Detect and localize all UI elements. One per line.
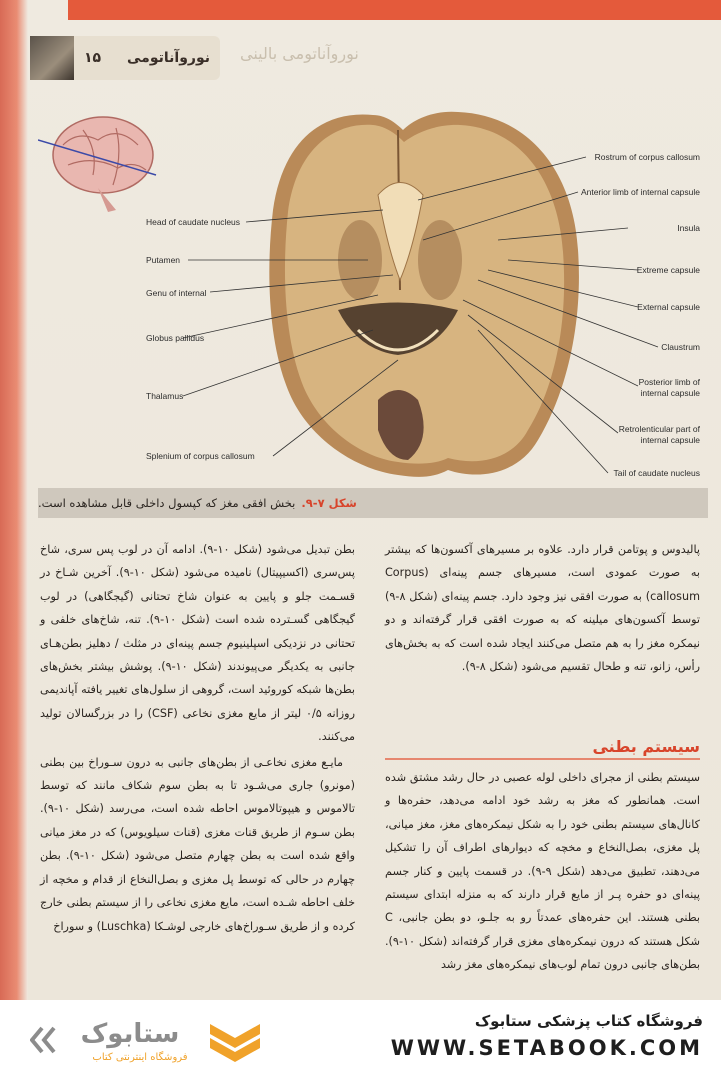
logo-wordmark: ستابوک bbox=[80, 1019, 180, 1049]
label-genu-internal: Genu of internal bbox=[146, 288, 207, 298]
right-column-top bbox=[385, 538, 700, 680]
label-insula: Insula bbox=[677, 223, 700, 233]
label-retrolenticular-1: Retrolenticular part of bbox=[618, 424, 700, 434]
label-external-capsule: External capsule bbox=[637, 302, 700, 312]
label-rostrum: Rostrum of corpus callosum bbox=[594, 152, 700, 162]
figure-caption bbox=[38, 488, 708, 518]
figure-caption-text: بخش افقی مغز که کپسول داخلی قابل مشاهده است. bbox=[38, 496, 296, 510]
store-url[interactable]: WWW.SETABOOK.COM bbox=[390, 1036, 703, 1060]
label-posterior-limb-1: Posterior limb of bbox=[638, 377, 700, 387]
label-retrolenticular-2: internal capsule bbox=[640, 435, 700, 445]
label-anterior-limb: Anterior limb of internal capsule bbox=[580, 187, 700, 197]
top-color-bar bbox=[68, 0, 721, 20]
logo-subtext: فروشگاه اینترنتی کتاب bbox=[92, 1052, 188, 1063]
logo-arrows-icon bbox=[32, 1028, 54, 1052]
page-number: ۱۵ bbox=[84, 50, 102, 66]
label-globus-pallidus: Globus pallidus bbox=[146, 333, 205, 343]
label-splenium: Splenium of corpus callosum bbox=[146, 451, 255, 461]
paragraph: مایـع مغزی نخاعـی از بطن‌های جانبی به درون سـوراخ بین بطنی (مونرو) جاری می‌شـود تا به بطن سوم شکاف مانند که توسط تالاموس و هیپوتالاموس احاطه شده است، می‌رسد (شکل ۱۰-۹). بطن سـوم از طریق قنات مغزی (قنات سیلویوس) که در مغز میانی واقع شده است به بطن چهارم متصل می‌شود (شکل ۱۰-۹). بطن چهارم در حالی که توسط پل مغزی و بصل‌النخاع از قدام و مخچه از خلف احاطه شـده است، مایع مغزی نخاعی را از سیستم بطنی خارج کرده و از طریق سـوراخ‌های خارجی لوشـکا (Luschka) و سوراخ bbox=[40, 755, 355, 933]
store-info bbox=[391, 1012, 703, 1060]
setabook-logo bbox=[30, 1016, 275, 1066]
header-thumbnail-image bbox=[30, 36, 74, 80]
section-heading: سیستم بطنی bbox=[385, 737, 700, 760]
label-claustrum: Claustrum bbox=[661, 342, 700, 352]
label-tail-of-caudate: Tail of caudate nucleus bbox=[613, 468, 700, 478]
store-name: فروشگاه کتاب پزشکی ستابوک bbox=[474, 1012, 703, 1030]
left-column bbox=[40, 538, 355, 940]
bleed-through-text: نوروآناتومی بالینی bbox=[240, 44, 359, 63]
paragraph: پالیدوس و پوتامن قرار دارد. علاوه بر مسیرهای آکسون‌ها که بیشتر به صورت عمودی است، مسیرهای جسم پینه‌ای (Corpus callosum) به صورت افقی نیز وجود دارد. جسم پینه‌ای (شکل ۸-۹) توسط آکسون‌های میلینه که به صورت افقی قرار گرفته‌اند و دو نیمکره مغز را به هم متصل می‌کنند ایجاد شده است که به بخش‌های رأس، زانو، تنه و طحال تقسیم می‌شود (شکل ۸-۹). bbox=[385, 543, 700, 674]
right-column-bottom bbox=[385, 766, 700, 979]
label-extreme-capsule: Extreme capsule bbox=[636, 265, 700, 275]
brain-orientation-icon bbox=[38, 117, 156, 212]
store-banner bbox=[0, 1000, 721, 1080]
chapter-title: نوروآناتومی bbox=[127, 50, 210, 66]
running-header bbox=[30, 36, 220, 80]
brain-section-figure bbox=[38, 100, 708, 495]
figure-number: شکل ۷-۹. bbox=[301, 496, 357, 510]
label-thalamus: Thalamus bbox=[146, 391, 184, 401]
label-head-of-caudate: Head of caudate nucleus bbox=[146, 217, 241, 227]
label-putamen: Putamen bbox=[146, 255, 181, 265]
logo-chevron-icon bbox=[210, 1024, 260, 1062]
page-edge-shadow bbox=[0, 0, 28, 1000]
horizontal-brain-section-photo bbox=[269, 112, 579, 477]
paragraph: بطن تبدیل می‌شود (شکل ۱۰-۹). ادامه آن در لوب پس سری، شاخ پس‌سری (اکسیپیتال) نامیده می‌شود (شکل ۱۰-۹). آخرین شـاخ در قسـمت جلو و پایین به عنوان شاخ تحتانی (گیجگاهی) در لوب گیجگاهی گسـترده شده است (شکل ۱۰-۹). تنه، شاخ‌های خلفی و تحتانی در نزدیکی اسپلینیوم جسم پینه‌ای در مثلث / دهلیز بطن‌هـای جانبی به یکدیگر می‌پیوندند (شکل ۱۰-۹). پوشش بیشتر بخش‌های بطن‌ها شبکه کوروئید است، گروهی از سلول‌های تغییر یافته آپاندیمی روزانه ۰/۵ لیتر از مایع مغزی نخاعی (CSF) را در بزرگسالان تولید می‌کنند. bbox=[40, 543, 355, 744]
label-posterior-limb-2: internal capsule bbox=[640, 388, 700, 398]
paragraph: سیستم بطنی از مجرای داخلی لوله عصبی در حال رشد مشتق شده است. همانطور که مغز به رشد خود ادامه می‌دهد، حفره‌ها و کانال‌های سیستم بطنی خود را به شکل نیمکره‌های مغز، مغز میانی، پل مغزی، بصل‌النخاع و مخچه که دیوارهای اطراف آن را تشکیل می‌دهند، تطبیق می‌دهد (شکل ۹-۹). در قسمت پایین و کنار جسم پینه‌ای دو حفره پـر از مایع قرار دارند که به منزله ابتدای سیستم بطنی هستند. این حفره‌های عمدتاً رو به جلـو، دو بطن جانبی، C شکل هستند که درون نیمکره‌های مغزی قرار گرفته‌اند (شکل ۱۰-۹). بطن‌های جانبی درون تمام لوب‌های نیمکره‌های مغز رشد bbox=[385, 771, 700, 972]
